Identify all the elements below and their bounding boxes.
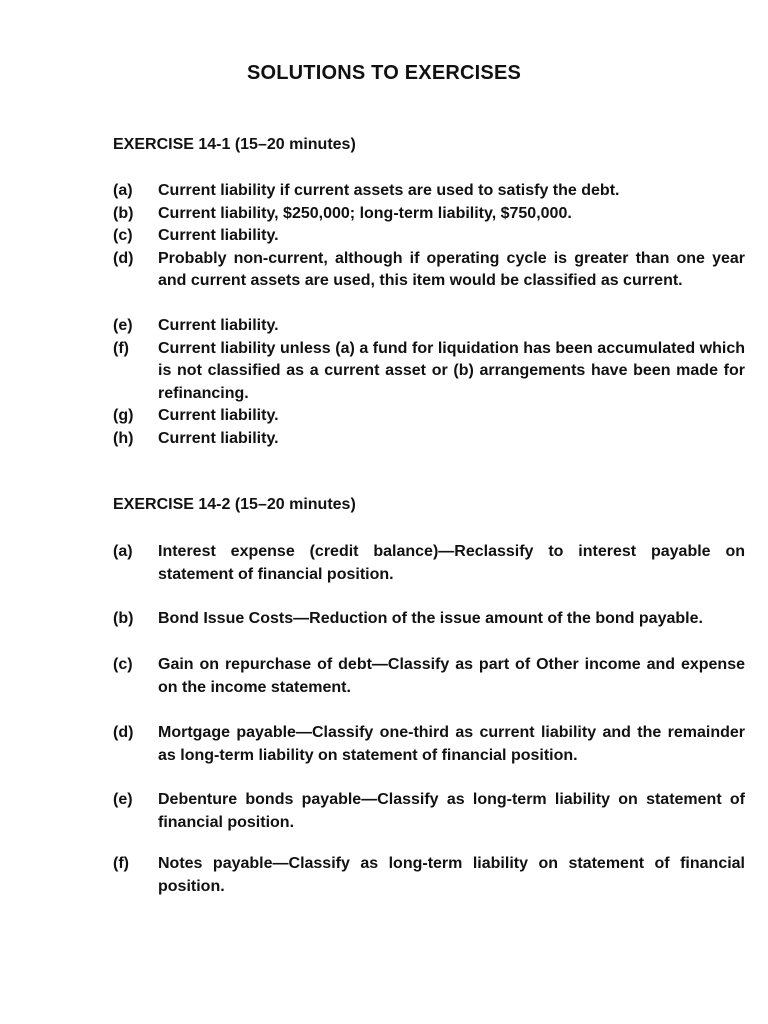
- item-label: (a): [113, 182, 133, 199]
- exercise-14-1-item-c: [113, 225, 745, 248]
- item-label: (b): [113, 204, 134, 222]
- item-text: Debenture bonds payable—Classify as long-term liability on statement of financial position.: [158, 791, 745, 831]
- item-label: (g): [113, 407, 134, 424]
- item-label: (d): [113, 249, 134, 267]
- item-label: (e): [113, 317, 133, 334]
- exercise-14-1-item-h: [113, 428, 745, 451]
- item-text: Current liability, $250,000; long-term liability, $750,000.: [158, 204, 572, 222]
- item-label: (c): [113, 227, 133, 244]
- exercise-14-2-item-b: [113, 608, 745, 631]
- item-label: (h): [113, 429, 134, 447]
- exercise-14-1-item-e: [113, 315, 745, 338]
- item-text: Current liability.: [158, 429, 279, 447]
- exercise-14-1-item-d: [113, 248, 745, 293]
- item-label: (e): [113, 791, 133, 808]
- exercise-14-1-heading: EXERCISE 14-1 (15–20 minutes): [113, 136, 356, 153]
- item-text: Bond Issue Costs—Reduction of the issue amount of the bond payable.: [158, 610, 703, 627]
- item-label: (f): [113, 855, 129, 872]
- exercise-14-2-item-f: [113, 853, 745, 898]
- exercise-14-2-item-d: [113, 722, 745, 767]
- item-text: Current liability unless (a) a fund for liquidation has been accumulated which is not classified as a current asset or (b) arrangements have been made for refinancing.: [158, 339, 745, 402]
- item-text: Gain on repurchase of debt—Classify as part of Other income and expense on the income statement.: [158, 656, 745, 696]
- item-text: Interest expense (credit balance)—Reclassify to interest payable on statement of financial position.: [158, 543, 745, 583]
- item-label: (d): [113, 724, 134, 741]
- item-text: Mortgage payable—Classify one-third as current liability and the remainder as long-term liability on statement of financial position.: [158, 724, 745, 764]
- item-text: Probably non-current, although if operating cycle is greater than one year and current assets are used, this item would be classified as current.: [158, 249, 745, 289]
- exercise-14-1-item-b: [113, 203, 745, 226]
- page-title: SOLUTIONS TO EXERCISES: [246, 62, 522, 84]
- item-label: (b): [113, 610, 134, 627]
- item-text: Notes payable—Classify as long-term liability on statement of financial position.: [158, 855, 745, 895]
- item-label: (a): [113, 543, 133, 560]
- item-label: (c): [113, 656, 133, 673]
- item-text: Current liability if current assets are used to satisfy the debt.: [158, 182, 620, 199]
- item-label: (f): [113, 339, 129, 357]
- exercise-14-2-heading: EXERCISE 14-2 (15–20 minutes): [113, 496, 356, 513]
- item-text: Current liability.: [158, 407, 279, 424]
- exercise-14-2-item-c: [113, 654, 745, 699]
- exercise-14-2-item-a: [113, 541, 745, 586]
- exercise-14-1-item-f: [113, 338, 745, 406]
- item-text: Current liability.: [158, 227, 279, 244]
- exercise-14-1-item-a: [113, 180, 745, 203]
- exercise-14-2-item-e: [113, 789, 745, 834]
- item-text: Current liability.: [158, 317, 279, 334]
- exercise-14-1-item-g: [113, 405, 745, 428]
